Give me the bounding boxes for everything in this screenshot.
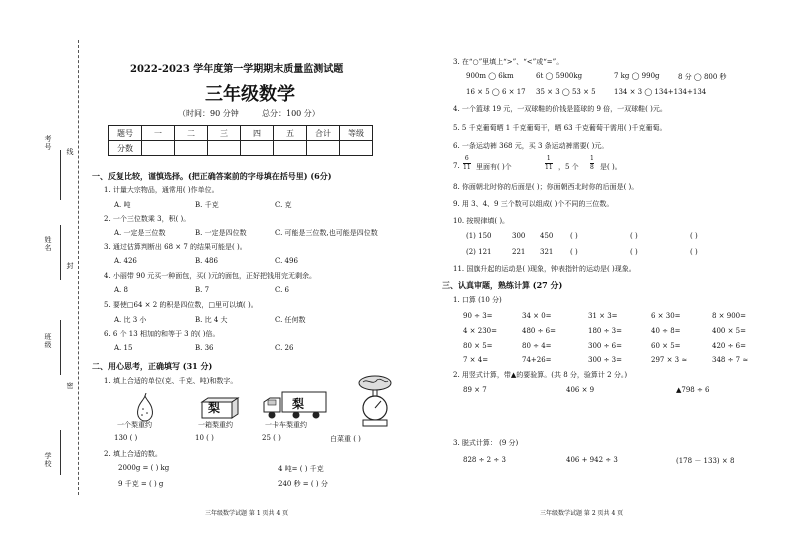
- oral-item[interactable]: 8 × 900=: [712, 312, 746, 320]
- fraction-denominator: 11: [463, 164, 471, 171]
- oral-item[interactable]: 180 ÷ 3=: [588, 327, 622, 335]
- option: B. 486: [195, 257, 218, 265]
- vertical-calc-item[interactable]: 406 × 9: [566, 386, 595, 394]
- r-question-3: 3. 在“○”里填上“>”、“<”或“=”。: [453, 58, 564, 66]
- sequence-blank[interactable]: ( ): [690, 248, 698, 256]
- option: C. 6: [275, 286, 290, 294]
- option: A. 15: [114, 344, 133, 352]
- stepwise-calc-item[interactable]: 406 + 942 ÷ 3: [566, 456, 618, 464]
- score-cell: 五: [274, 126, 307, 141]
- side-underline-1: [60, 150, 61, 200]
- score-cell[interactable]: [307, 141, 340, 156]
- score-cell: 等级: [340, 126, 373, 141]
- oral-item[interactable]: 80 × 5=: [463, 342, 493, 350]
- vertical-calc-item[interactable]: ▲798 ÷ 6: [676, 386, 710, 394]
- oral-item[interactable]: 60 × 5=: [651, 342, 681, 350]
- pic-answer[interactable]: 130 ( ): [114, 434, 138, 442]
- r-question-7-a: 7.: [453, 162, 460, 170]
- r-question-7-b: 里面有( )个: [476, 163, 512, 171]
- question-5: 5. 要使□64 × 2 的积是四位数，□里可以填( )。: [104, 301, 258, 309]
- pic-answer[interactable]: 白菜重 ( ): [330, 435, 361, 443]
- side-underline-2: [60, 225, 61, 280]
- subject-title: 三年级数学: [205, 84, 295, 105]
- exam-time: （时间：90 分钟: [178, 109, 239, 118]
- score-cell: 一: [142, 126, 175, 141]
- r-question-11: 11. 国旗升起的运动是( )现象，钟表指针的运动是( )现象。: [453, 265, 636, 273]
- score-cell: 合计: [307, 126, 340, 141]
- section-1-title: 一、反复比较，谨慎选择。(把正确答案前的字母填在括号里) (6分): [92, 171, 332, 181]
- option: A. 8: [114, 286, 128, 294]
- conversion[interactable]: 9 千克 = ( ) g: [118, 480, 164, 488]
- section-2-title: 二、用心思考，正确填写 (31 分): [92, 361, 213, 371]
- compare-item[interactable]: 134 × 3 ◯ 134+134+134: [614, 88, 707, 96]
- pic-answer[interactable]: 10 ( ): [195, 434, 214, 442]
- sequence-blank[interactable]: ( ): [630, 248, 638, 256]
- fill-question-2: 2. 填上合适的数。: [104, 450, 162, 458]
- option: B. 千克: [195, 201, 219, 209]
- score-table-row: [109, 141, 373, 156]
- scale-with-cabbage-icon: [355, 375, 395, 427]
- oral-item[interactable]: 34 × 0=: [522, 312, 552, 320]
- question-2: 2. 一个三位数乘 3，积( )。: [104, 215, 191, 223]
- pic-caption: 一卡车梨重约: [265, 421, 307, 429]
- compare-item[interactable]: 6t ◯ 5900kg: [536, 72, 583, 80]
- question-1: 1. 计量大宗物品，通常用( )作单位。: [104, 186, 219, 194]
- exam-score: 总分：100 分）: [262, 109, 320, 118]
- fraction-6-11: [463, 155, 471, 172]
- pic-caption: 一箱梨重约: [198, 421, 233, 429]
- side-underline-4: [60, 430, 61, 475]
- option: C. 可能是三位数,也可能是四位数: [275, 229, 378, 237]
- sequence-blank[interactable]: ( ): [570, 248, 578, 256]
- vertical-calc-title: 2. 用竖式计算，带▲的要验算。(共 8 分，验算计 2 分。): [453, 371, 628, 379]
- fill-question-1: 1. 填上合适的单位(克、千克、吨)和数字。: [104, 377, 238, 385]
- oral-item[interactable]: 297 × 3 ≈: [651, 356, 688, 364]
- stepwise-calc-title: 3. 脱式计算： (9 分): [453, 439, 519, 447]
- oral-item[interactable]: 40 ÷ 8=: [651, 327, 681, 335]
- oral-item[interactable]: 300 ÷ 3=: [588, 356, 622, 364]
- score-cell[interactable]: [340, 141, 373, 156]
- sequence-item: 321: [540, 248, 554, 256]
- fraction-1-11: [545, 155, 553, 172]
- exam-title: 2022-2023 学年度第一学期期末质量监测试题: [130, 64, 344, 75]
- side-label-xuexiao: 学校: [44, 452, 52, 468]
- sequence-item: (1) 150: [466, 232, 492, 240]
- question-6: 6. 6 个 13 相加的和等于 3 的( )倍。: [104, 330, 220, 338]
- question-3: 3. 通过估算判断出 68 × 7 的结果可能是( )。: [104, 243, 247, 251]
- oral-item[interactable]: 80 ÷ 4=: [522, 342, 552, 350]
- side-label-xian: 线: [66, 148, 74, 156]
- side-label-kaohao: 考号: [44, 135, 52, 151]
- option: B. 7: [195, 286, 210, 294]
- oral-item[interactable]: 74+26=: [522, 356, 552, 364]
- compare-item[interactable]: 7 kg ◯ 990g: [614, 72, 660, 80]
- side-label-feng: 封: [66, 262, 74, 270]
- score-table: [108, 125, 373, 156]
- r-question-7-c: ，5 个: [558, 163, 579, 171]
- option: B. 一定是四位数: [195, 229, 247, 237]
- oral-item[interactable]: 420 ÷ 6=: [712, 342, 746, 350]
- score-cell[interactable]: [274, 141, 307, 156]
- sequence-blank[interactable]: ( ): [690, 232, 698, 240]
- sequence-blank[interactable]: ( ): [630, 232, 638, 240]
- option: C. 26: [275, 344, 294, 352]
- r-question-8: 8. 你面朝北时你的后面是( )；你面朝西北时你的后面是( )。: [453, 183, 639, 191]
- page-footer-2: 三年级数学试题 第 2 页共 4 页: [540, 510, 624, 517]
- option: B. 36: [195, 344, 214, 352]
- conversion[interactable]: 240 秒 = ( ) 分: [278, 480, 328, 488]
- score-cell: 二: [175, 126, 208, 141]
- oral-item[interactable]: 348 ÷ 7 ≈: [712, 356, 749, 364]
- oral-calc-title: 1. 口算 (10 分): [453, 296, 502, 304]
- question-4: 4. 小丽带 90 元买一种面包，买( )元的面包，正好把钱用完无剩余。: [104, 272, 316, 280]
- option: A. 426: [114, 257, 137, 265]
- section-3-title: 三、认真审题，熟练计算 (27 分): [442, 280, 563, 290]
- pear-icon: [130, 393, 160, 423]
- r-question-5: 5. 5 千克葡萄晒 1 千克葡萄干，晒 63 千克葡萄干需用( )千克葡萄。: [453, 124, 667, 132]
- fraction-denominator: 8: [590, 164, 594, 171]
- pic-answer[interactable]: 25 ( ): [262, 434, 281, 442]
- score-cell[interactable]: [175, 141, 208, 156]
- fraction-numerator: 1: [590, 155, 594, 162]
- option: C. 任何数: [275, 316, 306, 324]
- option: C. 496: [275, 257, 298, 265]
- sequence-item: 300: [512, 232, 526, 240]
- compare-item[interactable]: 16 × 5 ◯ 6 × 17: [466, 88, 526, 96]
- compare-item[interactable]: 900m ◯ 6km: [466, 72, 514, 80]
- r-question-9: 9. 用 3、4、9 三个数可以组成( )个不同的三位数。: [453, 200, 614, 208]
- stepwise-calc-item[interactable]: 828 ÷ 2 ÷ 3: [463, 456, 506, 464]
- option: B. 比 4 大: [195, 316, 228, 324]
- fraction-1-8: [590, 155, 594, 172]
- score-table-row: [109, 126, 373, 141]
- pic-caption: 一个梨重约: [117, 421, 152, 429]
- r-question-10: 10. 按规律填( )。: [453, 217, 510, 225]
- vertical-calc-item[interactable]: 89 × 7: [463, 386, 487, 394]
- side-underline-3: [60, 320, 61, 375]
- side-label-mi: 密: [66, 382, 74, 390]
- score-cell: 四: [241, 126, 274, 141]
- compare-item[interactable]: 35 × 3 ◯ 53 × 5: [536, 88, 596, 96]
- oral-item[interactable]: 7 × 4=: [463, 356, 489, 364]
- fraction-numerator: 1: [546, 155, 551, 162]
- option: A. 比 3 小: [114, 316, 147, 324]
- oral-item[interactable]: 400 × 5=: [712, 327, 746, 335]
- sequence-item: (2) 121: [466, 248, 492, 256]
- binding-dashed-line: [78, 40, 79, 495]
- compare-item[interactable]: 8 分 ◯ 800 秒: [678, 73, 727, 81]
- oral-item[interactable]: 90 ÷ 3=: [463, 312, 493, 320]
- option: A. 吨: [114, 201, 131, 209]
- oral-item[interactable]: 6 × 30=: [651, 312, 681, 320]
- sequence-item: 450: [540, 232, 554, 240]
- sequence-blank[interactable]: ( ): [570, 232, 578, 240]
- r-question-6: 6. 一条运动裤 368 元，买 3 条运动裤需要( )元。: [453, 142, 609, 150]
- truck-label: 梨: [292, 397, 305, 411]
- side-label-xingming: 姓名: [44, 236, 52, 252]
- fraction-denominator: 11: [545, 164, 553, 171]
- stepwise-calc-item[interactable]: (178 － 133) × 8: [676, 457, 735, 465]
- oral-item[interactable]: 480 ÷ 6=: [522, 327, 556, 335]
- option: C. 克: [275, 201, 292, 209]
- conversion[interactable]: 4 吨= ( ) 千克: [278, 465, 324, 473]
- r-question-4: 4. 一个篮球 19 元，一双球鞋的价钱是篮球的 9 倍，一双球鞋( )元。: [453, 105, 667, 113]
- page-footer-1: 三年级数学试题 第 1 页共 4 页: [205, 510, 289, 517]
- oral-item[interactable]: 4 × 230=: [463, 327, 497, 335]
- score-cell: 三: [208, 126, 241, 141]
- side-label-banji: 班级: [44, 333, 52, 349]
- oral-item[interactable]: 31 × 3=: [588, 312, 618, 320]
- score-cell: 题号: [109, 126, 142, 141]
- score-cell[interactable]: [241, 141, 274, 156]
- conversion[interactable]: 2000g = ( ) kg: [118, 464, 170, 472]
- score-cell: 分数: [109, 141, 142, 156]
- oral-item[interactable]: 300 ÷ 6=: [588, 342, 622, 350]
- option: A. 一定是三位数: [114, 229, 166, 237]
- r-question-7-d: 是( )。: [600, 163, 622, 171]
- sequence-item: 221: [512, 248, 526, 256]
- score-cell[interactable]: [208, 141, 241, 156]
- box-label: 梨: [208, 401, 221, 415]
- score-cell[interactable]: [142, 141, 175, 156]
- fraction-numerator: 6: [464, 155, 469, 162]
